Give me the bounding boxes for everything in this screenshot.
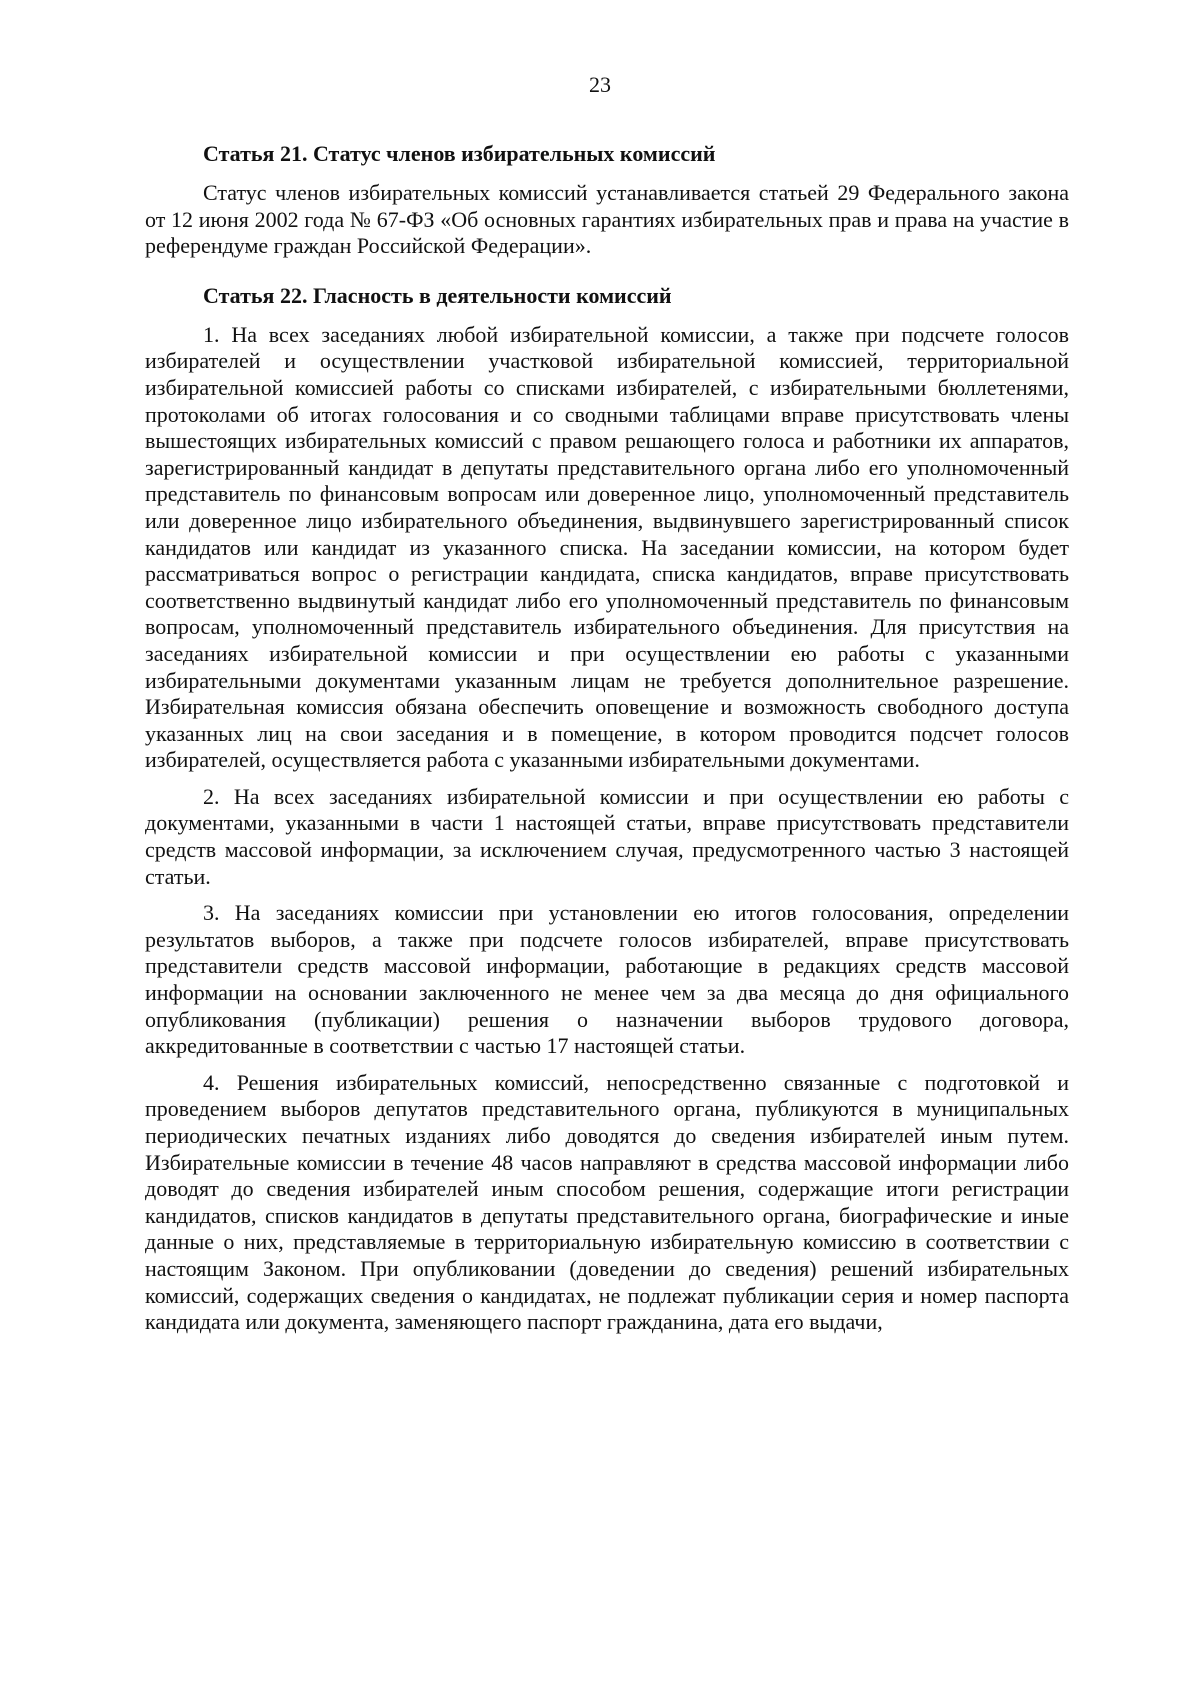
section-gap [145, 270, 1069, 282]
article-21-heading: Статья 21. Статус членов избирательных комиссий [203, 141, 716, 166]
article-22-paragraph-4: 4. Решения избирательных комиссий, непосредственно связанные с подготовкой и проведением выборов депутатов представительного органа, публикуются в муниципальных периодических печатных изданиях либо доводятся до сведения избирателей иным путем. Избирательные комиссии в течение 48 часов направляют в средства массовой информации либо доводят до сведения избирателей иным способом решения, содержащие итоги регистрации кандидатов, списков кандидатов в депутаты представительного органа, биографические и иные данные о них, представляемые в территориальную избирательную комиссию в соответствии с настоящим Законом. При опубликовании (доведении до сведения) решений избирательных комиссий, содержащих сведения о кандидатах, не подлежат публикации серия и номер паспорта кандидата или документа, заменяющего паспорт гражданина, дата его выдачи, [145, 1069, 1069, 1335]
article-22-heading: Статья 22. Гласность в деятельности комиссий [203, 282, 672, 308]
article-21-paragraph: Статус членов избирательных комиссий устанавливается статьей 29 Федерального закона от 12 июня 2002 года № 67-ФЗ «Об основных гарантиях избирательных прав и права на участие в референдуме граждан Российской Федерации». [145, 180, 1069, 259]
article-22 [145, 282, 1069, 1336]
page-number: 23 [589, 72, 611, 97]
page-content [145, 140, 1069, 1336]
article-22-paragraph-1: 1. На всех заседаниях любой избирательной комиссии, а также при подсчете голосов избирателей и осуществлении участковой избирательной комиссией, территориальной избирательной комиссией работы со списками избирателей, с избирательными бюллетенями, протоколами об итогах голосования и со сводными таблицами вправе присутствовать члены вышестоящих избирательных комиссий с правом решающего голоса и работники их аппаратов, зарегистрированный кандидат в депутаты представительного органа либо его уполномоченный представитель по финансовым вопросам или доверенное лицо, уполномоченный представитель или доверенное лицо избирательного объединения, выдвинувшего зарегистрированный список кандидатов или кандидат из указанного списка. На заседании комиссии, на котором будет рассматриваться вопрос о регистрации кандидата, списка кандидатов, вправе присутствовать соответственно выдвинутый кандидат либо его уполномоченный представитель по финансовым вопросам, уполномоченный представитель избирательного объединения. Для присутствия на заседаниях избирательной комиссии и при осуществлении ею работы с указанными избирательными документами указанным лицам не требуется дополнительное разрешение. Избирательная комиссия обязана обеспечить оповещение и возможность свободного доступа указанных лиц на свои заседания и в помещение, в котором проводится подсчет голосов избирателей, осуществляется работа с указанными избирательными документами. [145, 321, 1069, 773]
article-21 [145, 140, 1069, 260]
article-22-paragraph-2: 2. На всех заседаниях избирательной комиссии и при осуществлении ею работы с документами, указанными в части 1 настоящей статьи, вправе присутствовать представители средств массовой информации, за исключением случая, предусмотренного частью 3 настоящей статьи. [145, 783, 1069, 889]
article-22-paragraph-3: 3. На заседаниях комиссии при установлении ею итогов голосования, определении результатов выборов, а также при подсчете голосов избирателей, вправе присутствовать представители средств массовой информации, работающие в редакциях средств массовой информации на основании заключенного не менее чем за два месяца до дня официального опубликования (публикации) решения о назначении выборов трудового договора, аккредитованные в соответствии с частью 17 настоящей статьи. [145, 900, 1069, 1059]
